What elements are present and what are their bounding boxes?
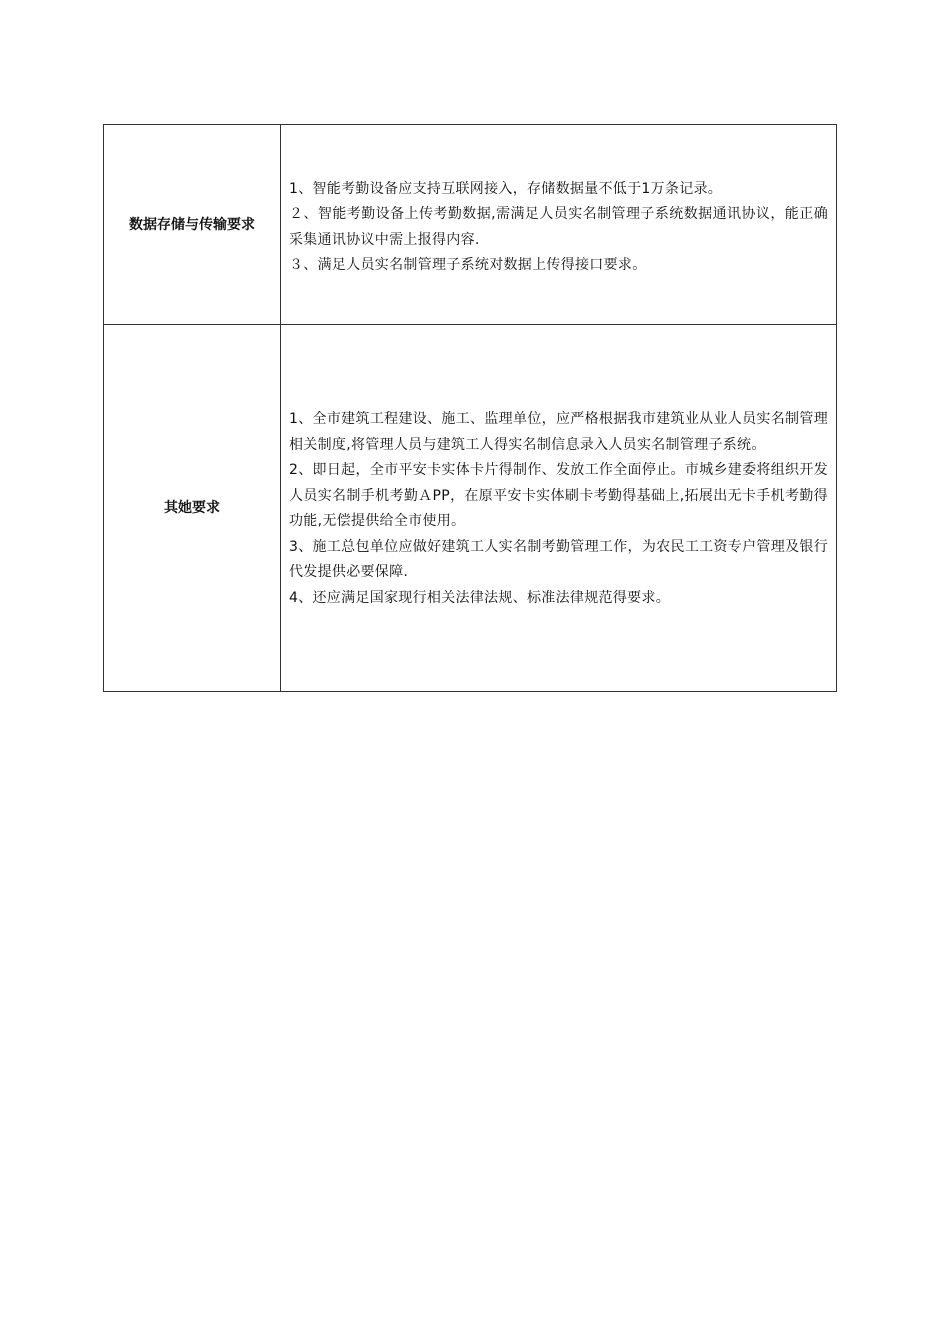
requirement-item: 1、智能考勤设备应支持互联网接入，存储数据量不低于1万条记录。 [289,180,723,197]
requirement-item: ２、智能考勤设备上传考勤数据,需满足人员实名制管理子系统数据通讯协议，能正确采集通讯协议中需上报得内容. [289,206,828,248]
row-content-data-storage [281,125,837,325]
row-label-other: 其她要求 [104,325,281,692]
requirement-item: 4、还应满足国家现行相关法律法规、标准法律规范得要求。 [289,589,671,606]
table-row [104,325,837,692]
row-content-other [281,325,837,692]
row-label-data-storage: 数据存储与传输要求 [104,125,281,325]
requirement-item: ３、满足人员实名制管理子系统对数据上传得接口要求。 [289,257,647,273]
requirements-table [103,124,837,692]
requirement-item: 1、全市建筑工程建设、施工、监理单位，应严格根据我市建筑业从业人员实名制管理相关制度,将管理人员与建筑工人得实名制信息录入人员实名制管理子系统。 [289,411,828,453]
requirement-item: 2、即日起，全市平安卡实体卡片得制作、发放工作全面停止。市城乡建委将组织开发人员实名制手机考勤ＡPP，在原平安卡实体刷卡考勤得基础上,拓展出无卡手机考勤得功能,无偿提供给全市使用。 [289,462,828,529]
requirement-item: 3、施工总包单位应做好建筑工人实名制考勤管理工作，为农民工工资专户管理及银行代发提供必要保障. [289,538,828,580]
table-row [104,125,837,325]
